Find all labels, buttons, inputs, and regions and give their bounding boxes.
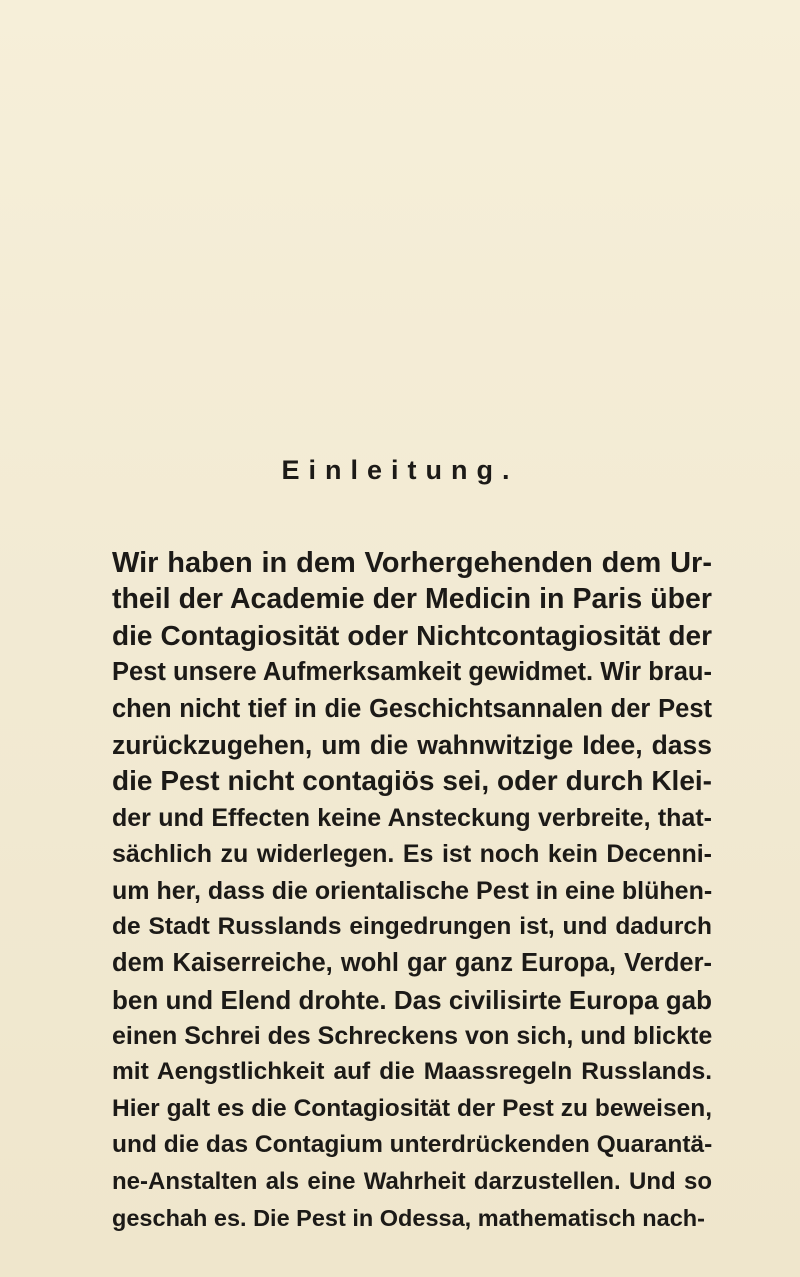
body-paragraph [112,545,712,1236]
text-line: die Contagiosität oder Nichtcontagiosität der [112,619,712,651]
text-line: sächlich zu widerlegen. Es ist noch kein Decenni- [112,840,712,869]
text-line: mit Aengstlichkeit auf die Maassregeln Russlands. [112,1058,712,1086]
text-line: der und Effecten keine Ansteckung verbreite, that- [112,803,712,832]
text-line: zurückzugehen, um die wahnwitzige Idee, dass [112,729,712,760]
text-line: die Pest nicht contagiös sei, oder durch Klei- [112,765,712,797]
text-line: chen nicht tief in die Geschichtsannalen der Pest [112,694,712,723]
text-line: Wir haben in dem Vorhergehenden dem Ur- [112,547,712,579]
text-line: einen Schrei des Schreckens von sich, und blickte [112,1022,713,1051]
chapter-heading: Einleitung. [281,455,519,485]
text-line: dem Kaiserreiche, wohl gar ganz Europa, Verder- [112,949,712,978]
text-line: ne-Anstalten als eine Wahrheit darzustellen. Und so [112,1167,712,1195]
text-line: ben und Elend drohte. Das civilisirte Europa gab [112,984,712,1015]
text-line: de Stadt Russlands eingedrungen ist, und dadurch [112,912,712,940]
text-line: um her, dass die orientalische Pest in eine blühen- [112,876,713,905]
text-line: theil der Academie der Medicin in Paris über [112,583,712,616]
text-line: geschah es. Die Pest in Odessa, mathematisch nach- [112,1205,705,1232]
text-line: und die das Contagium unterdrückenden Quarantä- [112,1131,713,1159]
text-line: Pest unsere Aufmerksamkeit gewidmet. Wir brau- [112,658,712,687]
text-line: Hier galt es die Contagiosität der Pest zu beweisen, [112,1094,712,1122]
